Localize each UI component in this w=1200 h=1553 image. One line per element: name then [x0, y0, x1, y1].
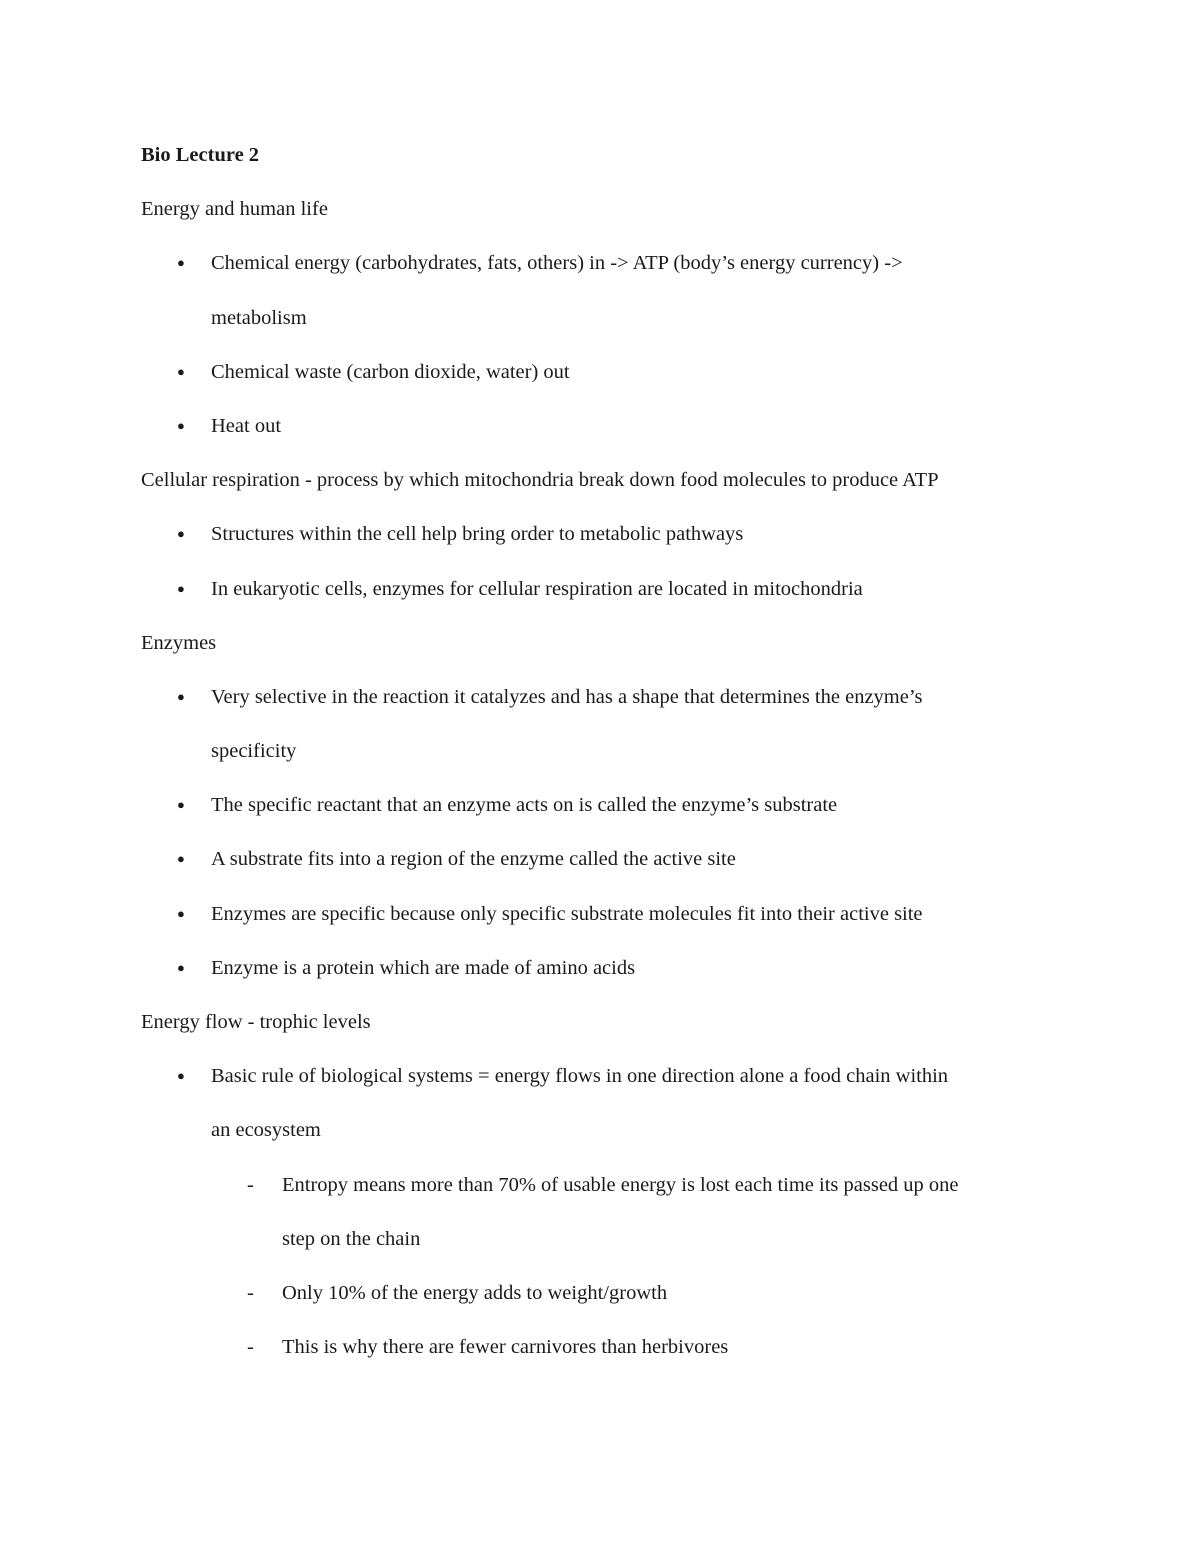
- list-item: [141, 507, 1071, 561]
- section-heading: Energy and human life: [141, 198, 328, 221]
- list-item-text: Heat out: [211, 414, 282, 437]
- sub-list-item: [141, 1158, 1071, 1212]
- bullet-icon: ●: [177, 688, 185, 704]
- list-item: [141, 778, 1071, 832]
- bullet-icon: ●: [177, 797, 185, 813]
- bullet-icon: ●: [177, 1068, 185, 1084]
- list-item: [141, 887, 1071, 941]
- section-heading: Energy flow - trophic levels: [141, 1011, 371, 1033]
- list-item-text: Enzyme is a protein which are made of amino acids: [211, 956, 636, 979]
- list-item: [141, 670, 1071, 724]
- sub-list-item-continuation: step on the chain: [282, 1227, 421, 1250]
- bullet-icon: ●: [177, 851, 185, 867]
- bullet-icon: ●: [177, 255, 185, 271]
- sub-list-item: [141, 1320, 1071, 1374]
- list-item-text: Basic rule of biological systems = energy flows in one direction alone a food chain within: [211, 1065, 949, 1088]
- section-heading: Enzymes: [141, 631, 217, 654]
- list-item-text: Chemical energy (carbohydrates, fats, others) in -> ATP (body’s energy currency) ->: [211, 252, 903, 275]
- sub-list-item-text: Only 10% of the energy adds to weight/growth: [282, 1281, 668, 1304]
- bullet-icon: ●: [177, 417, 185, 433]
- sub-list-item: [141, 1266, 1071, 1320]
- list-item-text: Chemical waste (carbon dioxide, water) out: [211, 360, 570, 383]
- bullet-icon: ●: [177, 905, 185, 921]
- list-item: [141, 941, 1071, 995]
- list-item-text: The specific reactant that an enzyme acts on is called the enzyme’s substrate: [211, 794, 838, 817]
- list-item-text: Very selective in the reaction it catalyzes and has a shape that determines the enzyme’s: [211, 685, 923, 708]
- list-item: [141, 236, 1071, 290]
- document-title: Bio Lecture 2: [141, 144, 260, 166]
- bullet-icon: ●: [177, 363, 185, 379]
- list-item-continuation: metabolism: [211, 306, 307, 329]
- list-item: [141, 832, 1071, 886]
- sub-list-item-text: This is why there are fewer carnivores than herbivores: [282, 1336, 729, 1359]
- dash-icon: -: [247, 1173, 254, 1196]
- list-item-continuation: an ecosystem: [211, 1119, 321, 1142]
- sub-list-item-text: Entropy means more than 70% of usable energy is lost each time its passed up one: [282, 1173, 959, 1196]
- dash-icon: -: [247, 1336, 254, 1359]
- dash-icon: -: [247, 1281, 254, 1304]
- section-heading: Cellular respiration - process by which mitochondria break down food molecules to produce ATP: [141, 469, 939, 492]
- list-item: [141, 562, 1071, 616]
- bullet-icon: ●: [177, 580, 185, 596]
- list-item-text: A substrate fits into a region of the enzyme called the active site: [211, 848, 736, 871]
- list-item-text: In eukaryotic cells, enzymes for cellular respiration are located in mitochondria: [211, 577, 863, 600]
- list-item-continuation: specificity: [211, 740, 297, 763]
- list-item: [141, 345, 1071, 399]
- list-item-text: Structures within the cell help bring order to metabolic pathways: [211, 523, 744, 546]
- list-item-text: Enzymes are specific because only specific substrate molecules fit into their active site: [211, 902, 923, 925]
- list-item: [141, 1049, 1071, 1103]
- list-item: [141, 399, 1071, 453]
- document-body: [141, 128, 1071, 1374]
- bullet-icon: ●: [177, 526, 185, 542]
- bullet-icon: ●: [177, 959, 185, 975]
